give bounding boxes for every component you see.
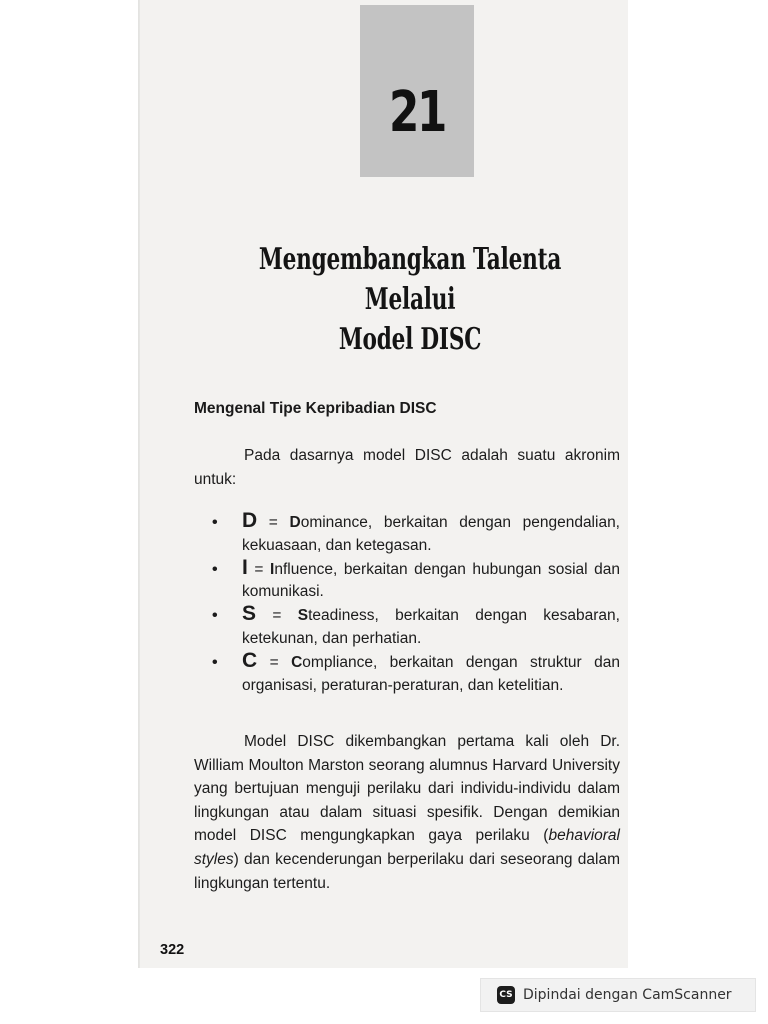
chapter-title-line-1: Mengembangkan Talenta Melalui — [258, 242, 562, 317]
bullet-compliance: • C = Compliance, berkaitan dengan struktur dan organisasi, peraturan-peraturan, dan ketelitian. — [212, 648, 620, 694]
body-paragraph — [194, 730, 620, 895]
bullet-dot: • — [212, 607, 218, 625]
chapter-title-line-2: Model DISC — [338, 322, 482, 357]
camscanner-watermark — [480, 978, 756, 1012]
body-text-before: Model DISC dikembangkan pertama kali oleh Dr. William Moulton Marston seorang alumnus Harvard University yang bertujuan menguji perilaku dari individu-individu dalam lingkungan atau dalam situasi spesifik. Dengan demikian model DISC mengungkapkan gaya perilaku ( — [194, 733, 620, 845]
section-heading: Mengenal Tipe Kepribadian DISC — [194, 400, 437, 417]
camscanner-label: Dipindai dengan CamScanner — [523, 987, 732, 1003]
chapter-title — [244, 240, 575, 360]
bullet-initial: D — [289, 514, 301, 531]
body-text-italic: behavioral styles — [194, 827, 620, 868]
bullet-text: teadiness, berkaitan dengan kesabaran, ketekunan, dan perhatian. — [242, 607, 620, 647]
bullet-letter: S — [242, 602, 257, 626]
bullet-text: ompliance, berkaitan dengan struktur dan organisasi, peraturan-peraturan, dan ketelitian. — [242, 653, 620, 694]
bullet-initial: S — [297, 607, 309, 625]
bullet-initial: C — [291, 653, 303, 671]
chapter-number: 21 — [388, 80, 446, 145]
bullet-dot: • — [212, 560, 218, 578]
disc-bullet-list — [212, 509, 620, 698]
bullet-text: ominance, berkaitan dengan pengendalian, kekuasaan, dan ketegasan. — [242, 514, 620, 554]
bullet-dot: • — [212, 653, 218, 671]
bullet-letter: I — [242, 555, 248, 579]
bullet-letter: C — [242, 648, 258, 672]
camscanner-icon: CS — [497, 986, 515, 1004]
bullet-letter: D — [242, 509, 258, 532]
body-text-after: ) dan kecenderungan berperilaku dari seseorang dalam lingkungan tertentu. — [194, 850, 620, 892]
bullet-initial: I — [270, 560, 275, 578]
bullet-text: nfluence, berkaitan dengan hubungan sosial dan komunikasi. — [242, 560, 620, 601]
page-number: 322 — [160, 942, 185, 958]
bullet-influence: • I = Influence, berkaitan dengan hubungan sosial dan komunikasi. — [212, 555, 620, 601]
bullet-steadiness: • S = Steadiness, berkaitan dengan kesabaran, ketekunan, dan perhatian. — [212, 602, 620, 647]
intro-paragraph: Pada dasarnya model DISC adalah suatu akronim untuk: — [194, 447, 620, 488]
bullet-dot: • — [212, 514, 218, 531]
bullet-dominance: • D = Dominance, berkaitan dengan pengendalian, kekuasaan, dan ketegasan. — [212, 509, 620, 554]
